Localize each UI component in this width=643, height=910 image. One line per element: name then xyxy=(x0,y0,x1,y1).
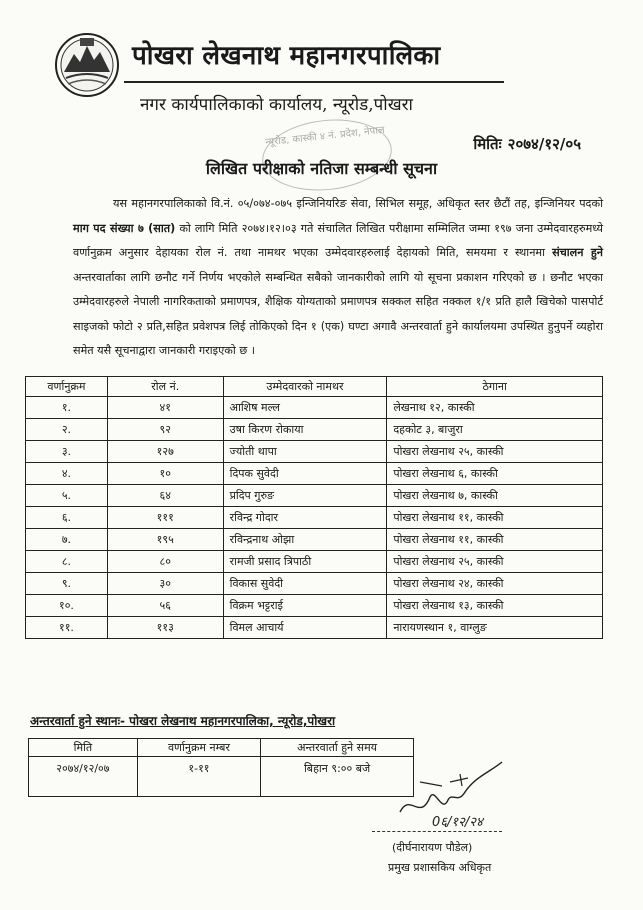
signature-line xyxy=(372,831,502,832)
cell-roll-number: ३० xyxy=(107,573,223,595)
interview-date: २०७४/१२/०७ xyxy=(29,757,138,797)
cell-serial: ६. xyxy=(26,507,108,529)
interview-row xyxy=(29,757,414,797)
interview-col-time: अन्तरवार्ता हुने समय xyxy=(261,739,414,757)
body-text-part-2: को लागि मिति २०७४।१२।०३ गते संचालित लिखित परीक्षामा सम्मिलित जम्मा १९७ जना उम्मेदवारहरुमध्ये वर्णानुक्रम अनुसार देहायका रोल नं. तथा नामथर भएका उम्मेदवारहरुलाई देहायको मिति, समयमा र स्थानमा xyxy=(73,221,603,259)
officer-title: प्रमुख प्रशासकिय अधिकृत xyxy=(388,861,492,874)
cell-serial: १०. xyxy=(26,595,108,617)
cell-address: पोखरा लेखनाथ ११, कास्की xyxy=(387,529,603,551)
cell-candidate-name: उषा किरण रोकाया xyxy=(223,419,387,441)
cell-candidate-name: दिपक सुवेदी xyxy=(223,463,387,485)
cell-candidate-name: विमल आचार्य xyxy=(223,617,387,639)
cell-address: नारायणस्थान १, वाग्लुङ xyxy=(387,617,603,639)
cell-roll-number: ४१ xyxy=(107,397,223,419)
cell-address: पोखरा लेखनाथ २४, कास्की xyxy=(387,573,603,595)
cell-serial: ४. xyxy=(26,463,108,485)
cell-serial: २. xyxy=(26,419,108,441)
table-row xyxy=(26,397,603,419)
cell-roll-number: १० xyxy=(107,463,223,485)
interview-col-date: मिति xyxy=(29,739,138,757)
cell-candidate-name: आशिष मल्ल xyxy=(223,397,387,419)
body-bold-conducting: संचालन हुने xyxy=(552,246,604,259)
cell-address: पोखरा लेखनाथ ११, कास्की xyxy=(387,507,603,529)
cell-address: लेखनाथ १२, कास्की xyxy=(387,397,603,419)
cell-roll-number: १९५ xyxy=(107,529,223,551)
organization-name: पोखरा लेखनाथ महानगरपालिका xyxy=(132,41,441,71)
cell-roll-number: १२७ xyxy=(107,441,223,463)
cell-candidate-name: विकास सुवेदी xyxy=(223,573,387,595)
officer-name: (दीर्घनारायण पौडेल) xyxy=(392,841,473,854)
cell-serial: ७. xyxy=(26,529,108,551)
table-row xyxy=(26,551,603,573)
body-text-part-1: यस महानगरपालिकाको वि.नं. ०५/०७४-०७५ इन्जिनियरिङ सेवा, सिभिल समूह, अधिकृत स्तर छैटौं तह, इन्जिनियर पदको xyxy=(113,197,603,210)
table-row xyxy=(26,529,603,551)
cell-serial: ३. xyxy=(26,441,108,463)
handwritten-signature xyxy=(390,752,510,837)
cell-address: पोखरा लेखनाथ २५, कास्की xyxy=(387,441,603,463)
cell-roll-number: ११३ xyxy=(107,617,223,639)
notice-body xyxy=(73,192,603,364)
office-stamp: न्यूरोड, कास्की ४ नं. प्रदेश, नेपाल xyxy=(259,113,396,196)
cell-roll-number: १११ xyxy=(107,507,223,529)
table-row xyxy=(26,617,603,639)
table-row xyxy=(26,463,603,485)
svg-text:0६/१२/२४: 0६/१२/२४ xyxy=(432,815,483,830)
date-label: मितिः xyxy=(473,135,502,153)
table-row xyxy=(26,419,603,441)
results-table-body xyxy=(26,397,603,639)
cell-candidate-name: विक्रम भट्टराई xyxy=(223,595,387,617)
cell-serial: ११. xyxy=(26,617,108,639)
body-text-part-3: अन्तरवार्ताका लागि छनौट गर्ने निर्णय भएकोले सम्बन्धित सबैको जानकारीको लागि यो सूचना प्रकाशन गरिएको छ । छनौट भएका उम्मेदवारहरुले नेपाली नागरिकताको प्रमाणपत्र, शैक्षिक योग्यताको प्रमाणपत्र सक्कल सहित नक्कल १/१ प्रति हालै खिचेको पासपोर्ट साइजको फोटो २ प्रति,सहित प्रवेशपत्र लिई तोकिएको दिन १ (एक) घण्टा अगावै अन्तरवार्ता हुने कार्यालयमा उपस्थित हुनुपर्ने व्यहोरा समेत यसै सूचनाद्वारा जानकारी गराइएको छ । xyxy=(73,270,603,357)
date-value: २०७४/१२/०५ xyxy=(507,135,581,153)
cell-roll-number: ८० xyxy=(107,551,223,573)
table-row xyxy=(26,441,603,463)
col-header-roll: रोल नं. xyxy=(107,377,223,397)
interview-schedule-table xyxy=(28,738,414,797)
interview-col-serial: वर्णानुक्रम नम्बर xyxy=(137,739,260,757)
office-address: नगर कार्यपालिकाको कार्यालय, न्यूरोड,पोखरा xyxy=(140,95,413,115)
results-header-row xyxy=(26,377,603,397)
col-header-address: ठेगाना xyxy=(387,377,603,397)
cell-address: दहकोट ३, बाजुरा xyxy=(387,419,603,441)
cell-candidate-name: प्रदिप गुरुङ xyxy=(223,485,387,507)
cell-serial: ८. xyxy=(26,551,108,573)
cell-address: पोखरा लेखनाथ ६, कास्की xyxy=(387,463,603,485)
col-header-name: उम्मेदवारको नामथर xyxy=(223,377,387,397)
table-row xyxy=(26,595,603,617)
cell-serial: ५. xyxy=(26,485,108,507)
interview-header-row xyxy=(29,739,414,757)
cell-candidate-name: ज्योती थापा xyxy=(223,441,387,463)
col-header-serial: वर्णानुक्रम xyxy=(26,377,108,397)
table-row xyxy=(26,485,603,507)
notice-date xyxy=(473,134,581,154)
table-row xyxy=(26,507,603,529)
cell-serial: ९. xyxy=(26,573,108,595)
cell-candidate-name: रामजी प्रसाद त्रिपाठी xyxy=(223,551,387,573)
municipality-emblem-logo xyxy=(54,30,120,100)
results-table xyxy=(25,376,603,639)
notice-title: लिखित परीक्षाको नतिजा सम्बन्धी सूचना xyxy=(205,159,438,178)
cell-address: पोखरा लेखनाथ १३, कास्की xyxy=(387,595,603,617)
interview-venue: अन्तरवार्ता हुने स्थानः- पोखरा लेखनाथ महानगरपालिका, न्यूरोड,पोखरा xyxy=(30,714,336,728)
cell-serial: १. xyxy=(26,397,108,419)
body-bold-post-count: माग पद संख्या ७ (सात) xyxy=(73,221,176,235)
table-row xyxy=(26,573,603,595)
cell-roll-number: ६४ xyxy=(107,485,223,507)
cell-candidate-name: रविन्द्र गोदार xyxy=(223,507,387,529)
interview-serial-range: १-११ xyxy=(137,757,260,797)
interview-time: बिहान ९:०० बजे xyxy=(261,757,414,797)
cell-address: पोखरा लेखनाथ २५, कास्की xyxy=(387,551,603,573)
cell-candidate-name: रविन्द्रनाथ ओझा xyxy=(223,529,387,551)
cell-address: पोखरा लेखनाथ ७, कास्की xyxy=(387,485,603,507)
cell-roll-number: ९२ xyxy=(107,419,223,441)
cell-roll-number: ५६ xyxy=(107,595,223,617)
header-divider xyxy=(124,81,504,83)
